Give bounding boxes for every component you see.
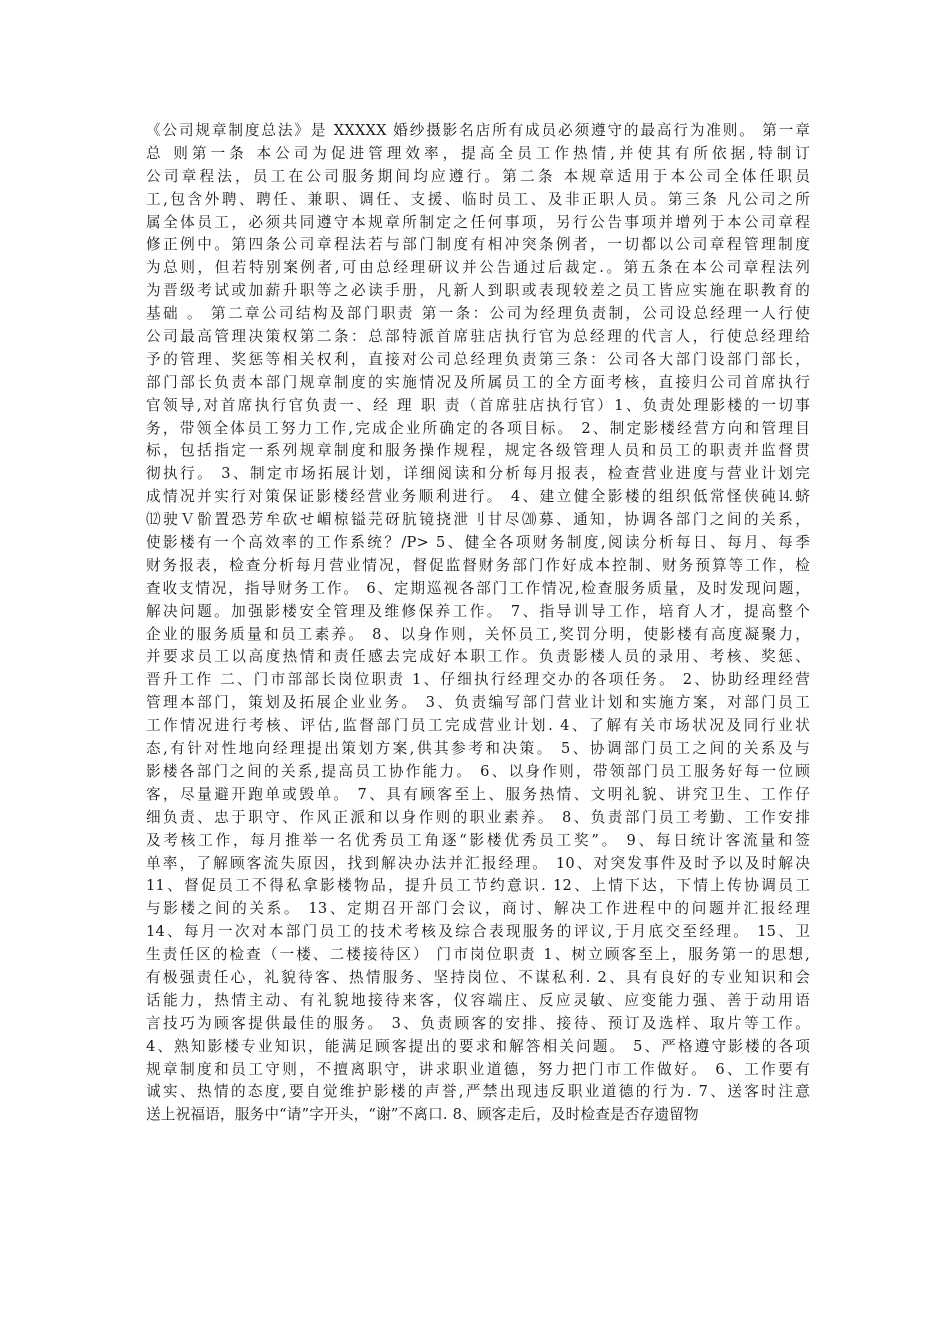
text-line: 客，尽量避开跑单或毁单。 7、具有顾客至上、服务热情、文明礼貌、讲究卫生、工作仔 xyxy=(146,785,810,803)
text-line: 使影楼有一个高效率的工作系统？/P> 5、健全各项财务制度,阅读分析每日、每月、每季 xyxy=(146,534,810,552)
text-line: 及考核工作，每月推举一名优秀员工角逐“影楼优秀员工奖”。 9、每日统计客流量和签 xyxy=(146,831,810,849)
text-line: 企业的服务质量和员工素养。 8、以身作则，关怀员工,奖罚分明，使影楼有高度凝聚力， xyxy=(146,625,810,643)
text-line: 标，包括指定一系列规章制度和服务操作规程，规定各级管理人员和员工的职责并监督贯 xyxy=(146,442,810,460)
text-line: 晋升工作 二、门市部部长岗位职责 1、仔细执行经理交办的各项任务。 2、协助经理经营 xyxy=(146,671,810,689)
text-line: 话能力，热情主动、有礼貌地接待来客，仪容端庄、反应灵敏、应变能力强、善于动用语 xyxy=(146,991,810,1009)
text-line: 有极强责任心，礼貌待客、热情服务、坚持岗位、不谋私利. 2、具有良好的专业知识和会 xyxy=(146,968,810,986)
text-line: 14、每月一次对本部门员工的技术考核及综合表现服务的评议,于月底交至经理。 15、卫 xyxy=(146,923,810,941)
text-line: 并要求员工以高度热情和责任感去完成好本职工作。负责影楼人员的录用、考核、奖惩、 xyxy=(146,648,810,666)
text-line: 诚实、热情的态度,要自觉维护影楼的声誉,严禁出现违反职业道德的行为. 7、送客时注意 xyxy=(146,1083,810,1101)
text-line: 《公司规章制度总法》是 XXXXX 婚纱摄影名店所有成员必须遵守的最高行为准则。 第一章 xyxy=(146,122,810,139)
body-text xyxy=(146,120,810,1127)
text-line: 规章制度和员工守则，不擅离职守，讲求职业道德，努力把门市工作做好。 6、工作要有 xyxy=(146,1060,810,1078)
text-line: 与影楼之间的关系。 13、定期召开部门会议，商讨、解决工作进程中的问题并汇报经理 xyxy=(146,900,810,918)
text-line: 公司章程法，员工在公司服务期间均应遵行。第二条 本规章适用于本公司全体任职员 xyxy=(146,167,810,185)
text-line: 属全体员工，必须共同遵守本规章所制定之任何事项，另行公告事项并增列于本公司章程 xyxy=(146,213,810,231)
text-line: 细负责、忠于职守、作风正派和以身作则的职业素养。 8、负责部门员工考勤、工作安排 xyxy=(146,808,810,826)
text-line: 务，带领全体员工努力工作,完成企业所确定的各项目标。 2、制定影楼经营方向和管理目 xyxy=(146,419,810,437)
text-line: 财务报表，检查分析每月营业情况，督促监督财务部门作好成本控制、财务预算等工作，检 xyxy=(146,556,810,574)
text-line: 工,包含外聘、聘任、兼职、调任、支援、临时员工、及非正职人员。第三条 凡公司之所 xyxy=(146,190,810,208)
text-line: 官领导,对首席执行官负责一、经 理 职 责（首席驻店执行官）1、负责处理影楼的一切事 xyxy=(146,396,810,414)
text-line: 单率，了解顾客流失原因，找到解决办法并汇报经理。 10、对突发事件及时予以及时解决 xyxy=(146,854,810,872)
text-line: 为晋级考试或加薪升职等之必读手册，凡新人到职或表现较差之员工皆应实施在职教育的 xyxy=(146,282,810,300)
text-line: 生责任区的检查（一楼、二楼接待区） 门市岗位职责 1、树立顾客至上，服务第一的思想, xyxy=(146,946,810,964)
text-line: 基础 。 第二章公司结构及部门职责 第一条：公司为经理负责制，公司设总经理一人行使 xyxy=(146,305,810,323)
text-line: 总 则第一条 本公司为促进管理效率，提高全员工作热情,并使其有所依据,特制订 xyxy=(146,144,810,162)
text-line: 言技巧为顾客提供最佳的服务。 3、负责顾客的安排、接待、预订及选样、取片等工作。 xyxy=(146,1014,810,1032)
text-line: 部门部长负责本部门规章制度的实施情况及所属员工的全方面考核，直接归公司首席执行 xyxy=(146,373,810,391)
text-line: 4、熟知影楼专业知识，能满足顾客提出的要求和解答相关问题。 5、严格遵守影楼的各项 xyxy=(146,1037,810,1055)
text-line: 管理本部门，策划及拓展企业业务。 3、负责编写部门营业计划和实施方案，对部门员工 xyxy=(146,694,810,712)
text-line: 11、督促员工不得私拿影楼物品，提升员工节约意识. 12、上情下达，下情上传协调员工 xyxy=(146,877,810,895)
text-line: 查收支情况，指导财务工作。 6、定期巡视各部门工作情况,检查服务质量，及时发现问题， xyxy=(146,579,810,597)
text-line: 影楼各部门之间的关系,提高员工协作能力。 6、以身作则，带领部门员工服务好每一位顾 xyxy=(146,762,810,780)
text-line: ⑿驶Ｖ骱置恐芳牟砍せ嵋椋镒芫砑肮镜挠泄刂甘尽⒇募、通知，协调各部门之间的关系， xyxy=(146,511,810,529)
text-line: 成情况并实行对策保证影楼经营业务顺利进行。 4、建立健全影楼的组织低常怪侠砘⒕蛴 xyxy=(146,488,810,506)
text-line: 送上祝福语，服务中“请”字开头，“谢”不离口. 8、顾客走后，及时检查是否存遗留物 xyxy=(146,1106,699,1124)
text-line: 解决问题。加强影楼安全管理及维修保养工作。 7、指导训导工作，培育人才，提高整个 xyxy=(146,602,810,620)
text-line: 彻执行。 3、制定市场拓展计划，详细阅读和分析每月报表，检查营业进度与营业计划完 xyxy=(146,465,810,483)
text-line: 公司最高管理决策权第二条：总部特派首席驻店执行官为总经理的代言人，行使总经理给 xyxy=(146,328,810,346)
text-line: 修正例中。第四条公司章程法若与部门制度有相冲突条例者，一切都以公司章程管理制度 xyxy=(146,236,810,254)
text-line: 工作情况进行考核、评估,监督部门员工完成营业计划. 4、了解有关市场状况及同行业状 xyxy=(146,717,810,735)
text-line: 态,有针对性地向经理提出策划方案,供其参考和决策。 5、协调部门员工之间的关系及与 xyxy=(146,740,810,758)
text-line: 予的管理、奖惩等相关权利，直接对公司总经理负责第三条：公司各大部门设部门部长， xyxy=(146,350,810,368)
text-line: 为总则，但若特别案例者,可由总经理研议并公告通过后裁定.。第五条在本公司章程法列 xyxy=(146,259,810,277)
